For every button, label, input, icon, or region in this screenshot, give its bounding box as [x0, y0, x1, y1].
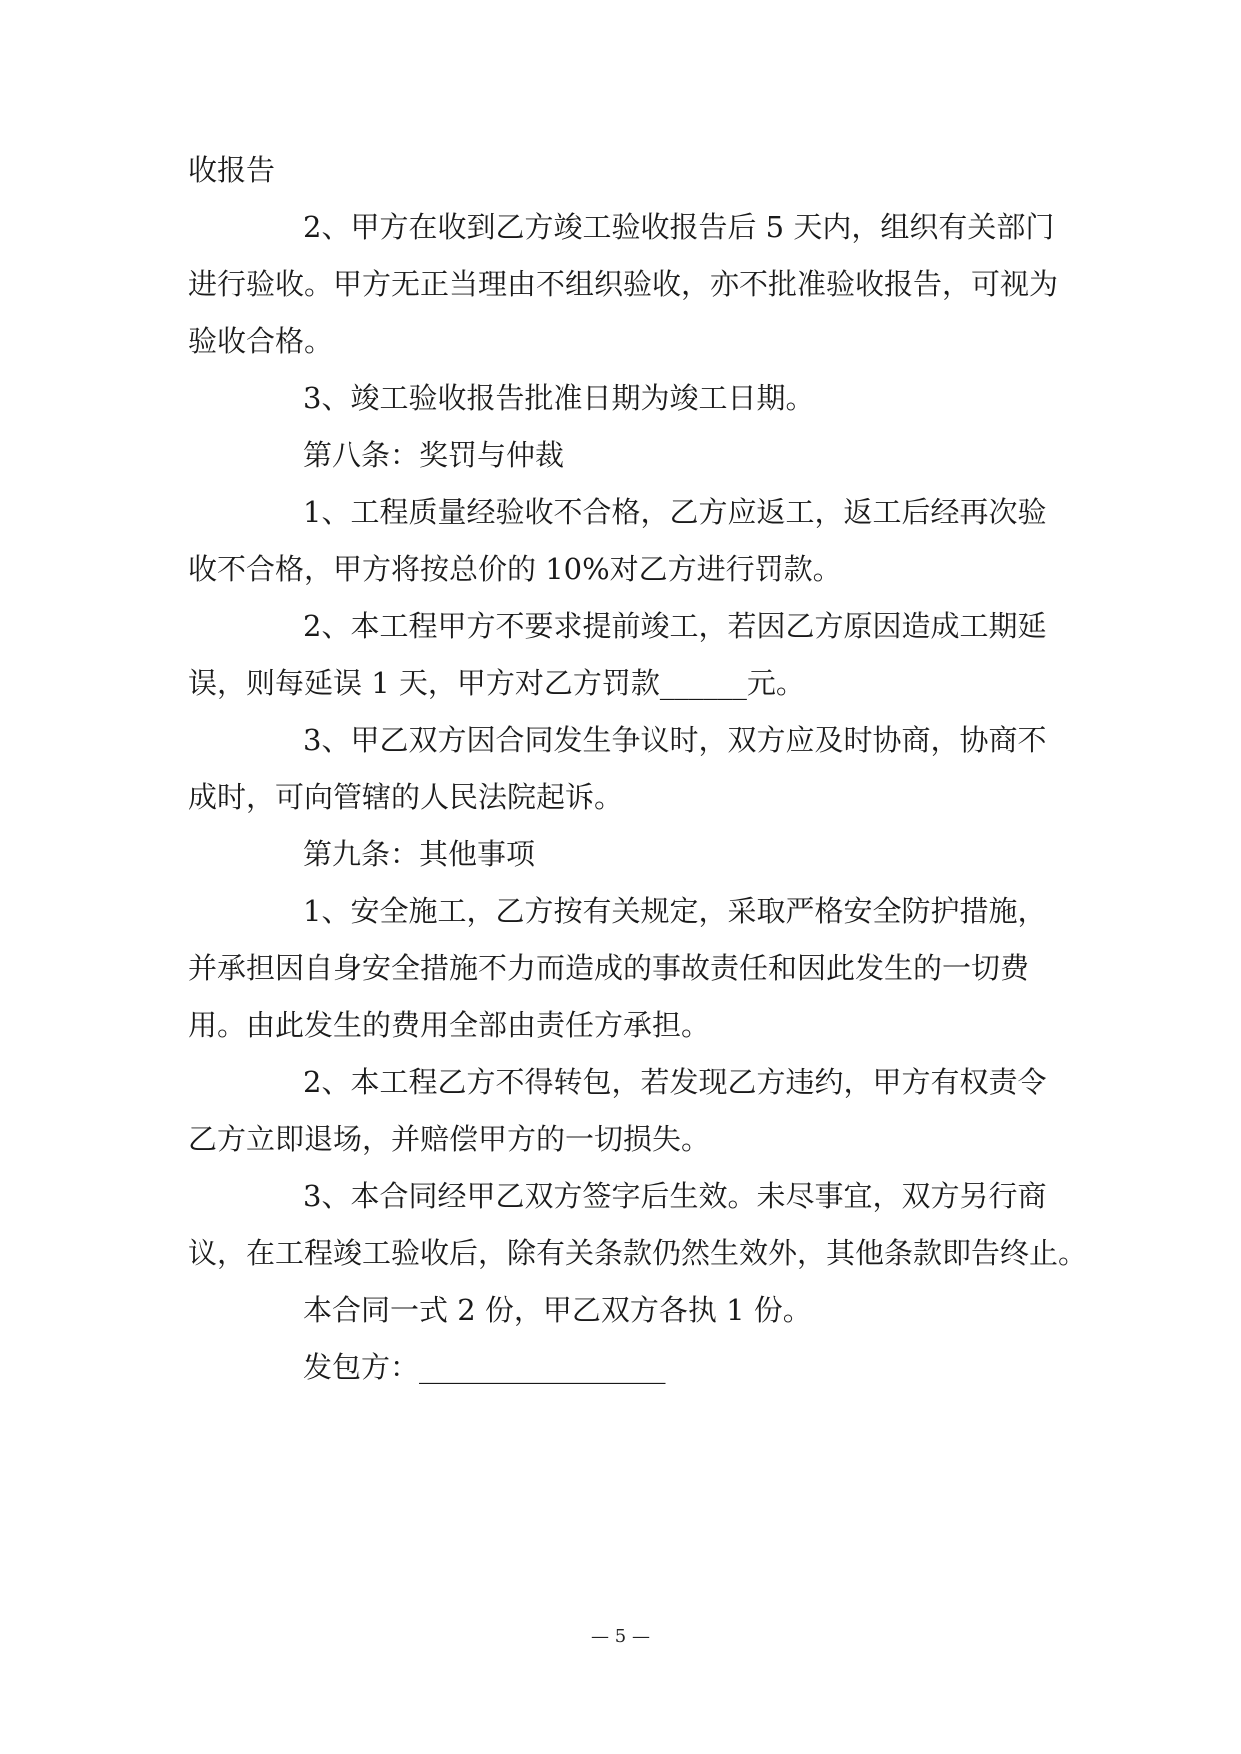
paragraph-line: 3、本合同经甲乙双方签字后生效。未尽事宜，双方另行商: [303, 1179, 1047, 1213]
paragraph-line: 收报告: [188, 153, 276, 187]
paragraph-line: 进行验收。甲方无正当理由不组织验收，亦不批准验收报告，可视为: [188, 267, 1059, 301]
paragraph-line: 验收合格。: [188, 324, 334, 358]
paragraph-line: 2、本工程甲方不要求提前竣工，若因乙方原因造成工期延: [303, 609, 1047, 643]
paragraph-line: 3、甲乙双方因合同发生争议时，双方应及时协商，协商不: [303, 723, 1047, 757]
paragraph-line: 收不合格，甲方将按总价的 10%对乙方进行罚款。: [188, 552, 842, 586]
paragraph-line: 成时，可向管辖的人民法院起诉。: [188, 780, 624, 814]
signature-line: 发包方：_________________: [303, 1350, 666, 1384]
section-heading: 第八条：奖罚与仲裁: [303, 438, 565, 472]
paragraph-line: 3、竣工验收报告批准日期为竣工日期。: [303, 381, 815, 415]
section-heading: 第九条：其他事项: [303, 837, 536, 871]
paragraph-line: 议，在工程竣工验收后，除有关条款仍然生效外，其他条款即告终止。: [188, 1236, 1088, 1270]
paragraph-line: 并承担因自身安全措施不力而造成的事故责任和因此发生的一切费: [188, 951, 1030, 985]
paragraph-line: 乙方立即退场，并赔偿甲方的一切损失。: [188, 1122, 711, 1156]
paragraph-line: 2、本工程乙方不得转包，若发现乙方违约，甲方有权责令: [303, 1065, 1047, 1099]
paragraph-line: 1、安全施工，乙方按有关规定，采取严格安全防护措施，: [303, 894, 1047, 928]
paragraph-line: 误，则每延误 1 天，甲方对乙方罚款______元。: [188, 666, 805, 700]
paragraph-line: 2、甲方在收到乙方竣工验收报告后 5 天内，组织有关部门: [303, 210, 1055, 244]
paragraph-line: 用。由此发生的费用全部由责任方承担。: [188, 1008, 711, 1042]
page-number: — 5 —: [591, 1626, 650, 1647]
paragraph-line: 1、工程质量经验收不合格，乙方应返工，返工后经再次验: [303, 495, 1047, 529]
paragraph-line: 本合同一式 2 份，甲乙双方各执 1 份。: [303, 1293, 812, 1327]
